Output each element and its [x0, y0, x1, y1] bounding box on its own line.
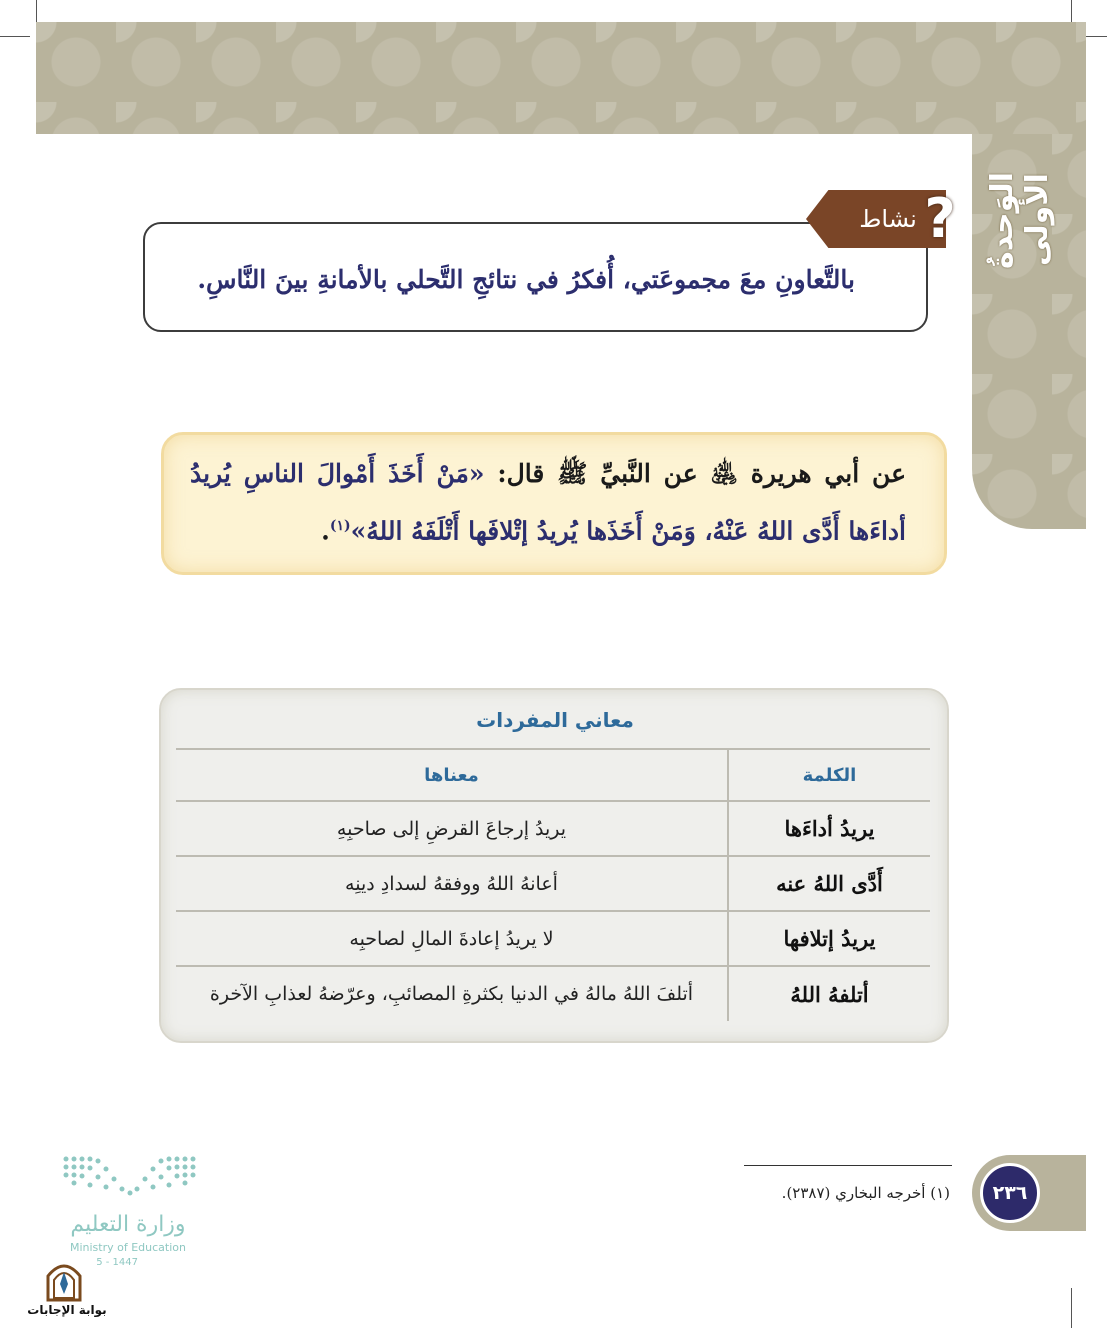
- hadith-text: [190, 448, 906, 558]
- vocab-word: يريدُ أداءَها: [728, 801, 930, 856]
- vocab-word: يريدُ إتلافها: [728, 911, 930, 966]
- table-header-row: [176, 749, 930, 801]
- vocab-table: [176, 748, 930, 1021]
- ministry-logo-icon: [62, 1155, 197, 1197]
- footnote: (١) أخرجه البخاري (٢٣٨٧).: [781, 1184, 950, 1202]
- table-row: [176, 911, 930, 966]
- ministry-name-en: Ministry of Education: [69, 1241, 186, 1254]
- vocab-title: معاني المفردات: [476, 708, 634, 732]
- table-row: [176, 801, 930, 856]
- header-meaning: معناها: [176, 749, 728, 801]
- portal-label[interactable]: بوابة الإجابات: [27, 1303, 107, 1317]
- footnote-ref: (١): [329, 518, 351, 534]
- vocab-meaning: أتلفَ اللهُ مالهُ في الدنيا بكثرةِ المصائبِ، وعرّضهُ لعذابِ الآخرة: [176, 966, 728, 1021]
- question-mark-icon: ?: [924, 187, 956, 250]
- hadith-intro: عن أبي هريرة ﵁ عن النَّبيِّ ﷺ قال:: [484, 459, 906, 488]
- activity-label: نشاط: [859, 205, 917, 233]
- portal-logo-icon[interactable]: [44, 1258, 84, 1302]
- footnote-rule: [744, 1165, 952, 1166]
- vocab-word: أَدَّى اللهُ عنه: [728, 856, 930, 911]
- vocab-meaning: أعانهُ اللهُ ووفقهُ لسدادِ دينِه: [176, 856, 728, 911]
- table-row: [176, 856, 930, 911]
- header-band: [36, 22, 1086, 134]
- header-word: الكلمة: [728, 749, 930, 801]
- hadith-quote: «مَنْ أَخَذَ أَمْوالَ الناسِ يُريدُ أداءَها أَدَّى اللهُ عَنْهُ، وَمَنْ أَخَذَها يُريدُ إتْلافَها أَتْلَفَهُ اللهُ»: [190, 459, 906, 546]
- crop-mark: [0, 36, 30, 37]
- vocab-meaning: لا يريدُ إعادةَ المالِ لصاحبِه: [176, 911, 728, 966]
- unit-title: الوَحدةُ الأولى: [985, 171, 1055, 269]
- vocab-meaning: يريدُ إرجاعَ القرضِ إلى صاحبِهِ: [176, 801, 728, 856]
- ministry-year: 5 - 1447: [96, 1257, 138, 1268]
- vocab-word: أتلفهُ اللهُ: [728, 966, 930, 1021]
- table-row: [176, 966, 930, 1021]
- ministry-name-ar: وزارة التعليم: [70, 1212, 186, 1237]
- hadith-end: .: [321, 516, 330, 546]
- activity-text: بالتَّعاونِ معَ مجموعَتي، أُفكرُ في نتائجِ التَّحلي بالأمانةِ بينَ النَّاسِ.: [197, 265, 855, 294]
- page-number: ٢٣٦: [992, 1182, 1028, 1204]
- crop-mark: [1071, 1288, 1072, 1328]
